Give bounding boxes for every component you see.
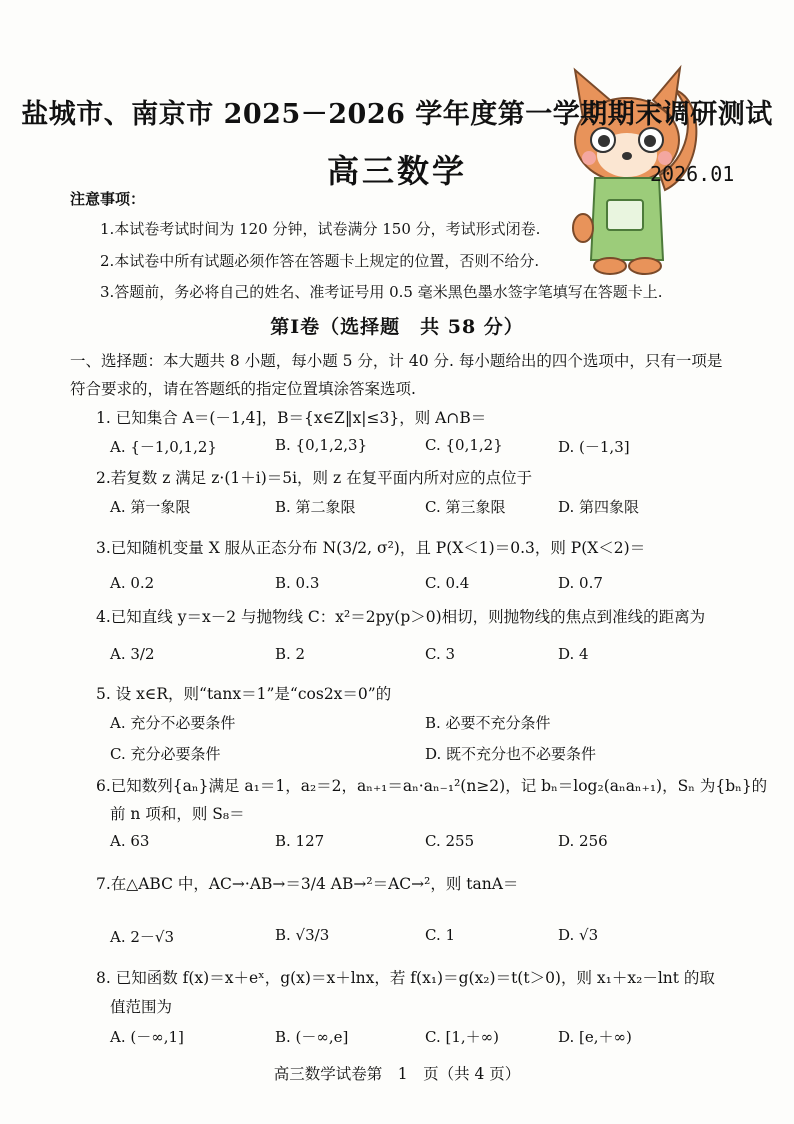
- question-stem: 1. 已知集合 A＝(－1,4]，B＝{x∈Z‖x|≤3}，则 A∩B＝: [96, 409, 487, 427]
- page-footer: 高三数学试卷第 1 页（共 4 页）: [273, 1065, 521, 1083]
- option-b: B. 必要不充分条件: [425, 714, 551, 732]
- option-b: B. {0,1,2,3}: [275, 436, 368, 454]
- question-stem: 7.在△ABC 中，AC→·AB→＝3/4 AB→²＝AC→²，则 tanA＝: [96, 875, 519, 893]
- question-stem-continued: 值范围为: [110, 998, 173, 1016]
- question-stem-continued: 前 n 项和，则 S₈＝: [110, 805, 245, 823]
- option-b: B. √3/3: [275, 926, 330, 944]
- option-a: A. 63: [110, 832, 150, 850]
- question-stem: 8. 已知函数 f(x)＝x＋eˣ，g(x)＝x＋lnx，若 f(x₁)＝g(x₂)＝t(t＞0)，则 x₁＋x₂－lnt 的取: [96, 969, 715, 987]
- exam-date: 2026.01: [650, 162, 735, 186]
- option-d: D. 既不充分也不必要条件: [425, 745, 597, 763]
- option-d: D. (－1,3]: [558, 438, 630, 456]
- option-c: C. 第三象限: [425, 498, 506, 516]
- option-c: C. 0.4: [425, 574, 470, 592]
- option-a: A. {－1,0,1,2}: [110, 438, 217, 456]
- option-a: A. 3/2: [110, 645, 155, 663]
- part-title: 第Ⅰ卷（选择题 共 58 分）: [270, 316, 524, 338]
- option-b: B. (－∞,e]: [275, 1028, 349, 1046]
- option-c: C. 255: [425, 832, 475, 850]
- option-a: A. (－∞,1]: [110, 1028, 184, 1046]
- question-stem: 6.已知数列{aₙ}满足 a₁＝1，a₂＝2，aₙ₊₁＝aₙ·aₙ₋₁²(n≥2)，记 bₙ＝log₂(aₙaₙ₊₁)，Sₙ 为{bₙ}的: [96, 777, 768, 795]
- option-b: B. 第二象限: [275, 498, 356, 516]
- option-d: D. 第四象限: [558, 498, 640, 516]
- option-d: D. √3: [558, 926, 599, 944]
- option-c: C. 充分必要条件: [110, 745, 221, 763]
- notice-item: 2.本试卷中所有试题必须作答在答题卡上规定的位置，否则不给分.: [100, 252, 540, 270]
- option-a: A. 充分不必要条件: [110, 714, 236, 732]
- question-stem: 2.若复数 z 满足 z·(1＋i)＝5i，则 z 在复平面内所对应的点位于: [96, 469, 533, 487]
- question-stem: 3.已知随机变量 X 服从正态分布 N(3/2, σ²)，且 P(X＜1)＝0.3，则 P(X＜2)＝: [96, 539, 646, 557]
- question-stem: 5. 设 x∈R，则“tanx＝1”是“cos2x＝0”的: [96, 685, 392, 703]
- exam-subject: 高三数学: [326, 152, 467, 190]
- option-c: C. {0,1,2}: [425, 436, 503, 454]
- exam-title: 盐城市、南京市 2025－2026 学年度第一学期期末调研测试: [21, 99, 773, 130]
- option-d: D. 256: [558, 832, 608, 850]
- option-a: A. 0.2: [110, 574, 155, 592]
- notice-heading: 注意事项：: [70, 190, 146, 208]
- option-c: C. 3: [425, 645, 456, 663]
- option-b: B. 2: [275, 645, 306, 663]
- option-a: A. 第一象限: [110, 498, 191, 516]
- option-d: D. 4: [558, 645, 589, 663]
- option-b: B. 127: [275, 832, 325, 850]
- notice-item: 3.答题前，务必将自己的姓名、准考证号用 0.5 毫米黑色墨水签字笔填写在答题卡上.: [100, 283, 663, 301]
- option-c: C. [1,＋∞): [425, 1028, 499, 1046]
- section-instructions: 一、选择题：本大题共 8 小题，每小题 5 分，计 40 分. 每小题给出的四个选项中，只有一项是符合要求的，请在答题纸的指定位置填涂答案选项.: [70, 352, 723, 398]
- option-a: A. 2－√3: [110, 928, 175, 946]
- notice-item: 1.本试卷考试时间为 120 分钟，试卷满分 150 分，考试形式闭卷.: [100, 220, 541, 238]
- option-b: B. 0.3: [275, 574, 320, 592]
- option-d: D. [e,＋∞): [558, 1028, 632, 1046]
- option-d: D. 0.7: [558, 574, 603, 592]
- option-c: C. 1: [425, 926, 456, 944]
- question-stem: 4.已知直线 y＝x－2 与抛物线 C：x²＝2py(p＞0)相切，则抛物线的焦点到准线的距离为: [96, 608, 706, 626]
